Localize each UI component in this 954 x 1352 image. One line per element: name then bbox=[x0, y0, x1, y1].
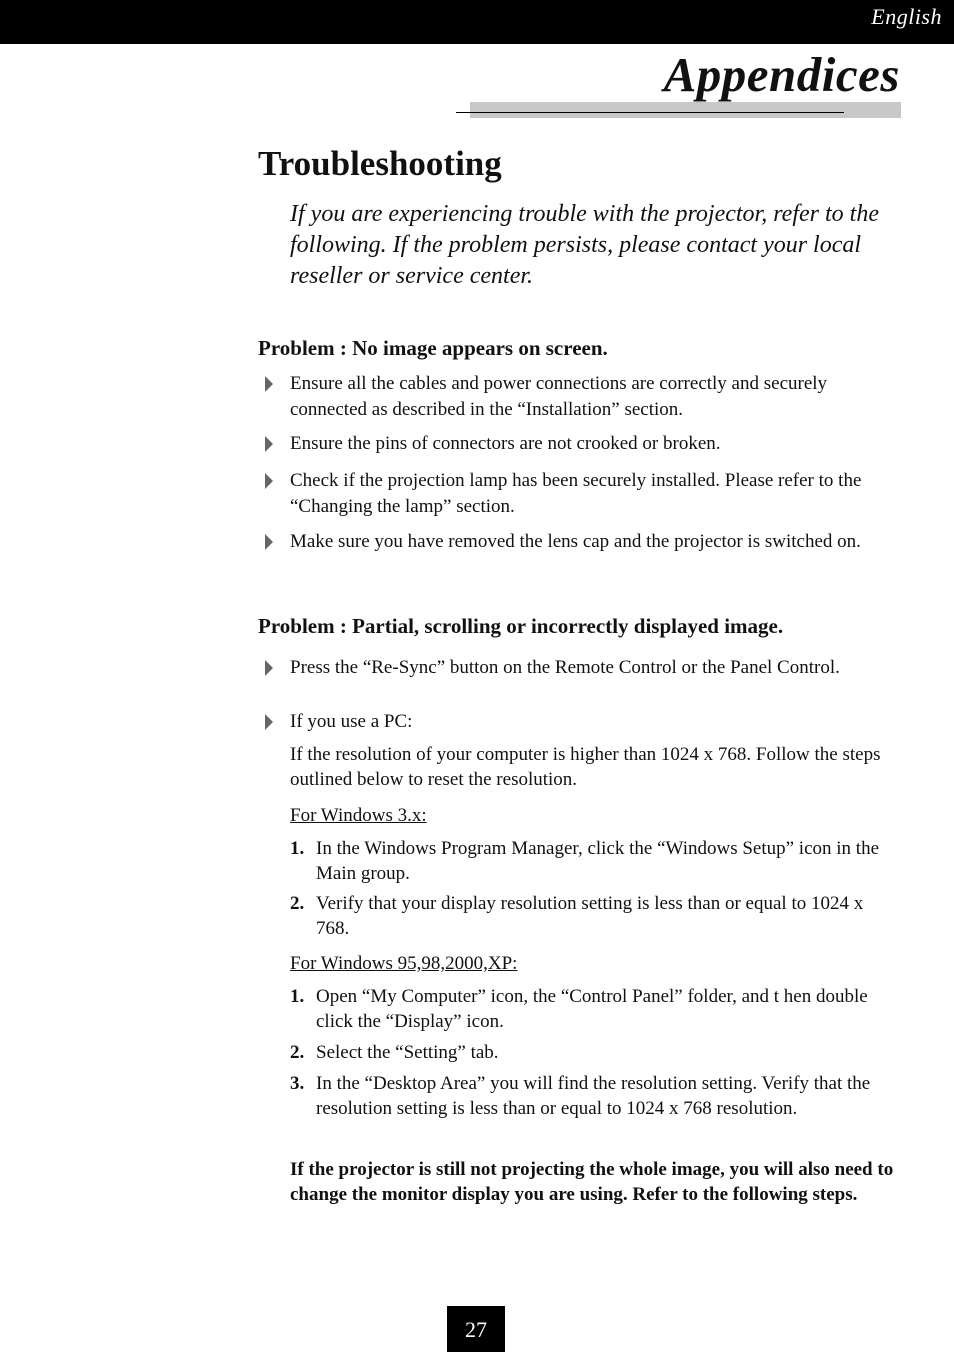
intro-text: If you are experiencing trouble with the projector, refer to the following. If the problem persists, please contact your local reseller or service center. bbox=[290, 201, 879, 289]
chapter-rule-line bbox=[456, 112, 844, 113]
step-text: Select the “Setting” tab. bbox=[316, 1042, 499, 1063]
page-number: 27 bbox=[465, 1317, 487, 1342]
step-text: In the Windows Program Manager, click the “Windows Setup” icon in the Main group. bbox=[316, 838, 880, 884]
bullet-arrow-icon bbox=[265, 660, 273, 676]
list-item bbox=[290, 371, 880, 423]
section-title: Troubleshooting bbox=[258, 144, 502, 183]
windows-95-heading: For Windows 95,98,2000,XP: bbox=[290, 953, 518, 974]
list-item-text: Make sure you have removed the lens cap and the projector is switched on. bbox=[290, 531, 861, 552]
problem-1-heading: Problem : No image appears on screen. bbox=[258, 336, 608, 360]
step-text: Open “My Computer” icon, the “Control Panel” folder, and t hen double click the “Display” icon. bbox=[316, 986, 868, 1032]
chapter-title: Appendices bbox=[663, 47, 900, 102]
header-bar bbox=[0, 0, 954, 44]
list-item-text: Check if the projection lamp has been securely installed. Please refer to the “Changing the lamp” section. bbox=[290, 470, 862, 517]
list-item-text: Press the “Re-Sync” button on the Remote Control or the Panel Control. bbox=[290, 657, 840, 678]
bullet-arrow-icon bbox=[265, 376, 273, 392]
chapter-rule-gray bbox=[470, 102, 901, 118]
list-item-text: Ensure the pins of connectors are not crooked or broken. bbox=[290, 433, 721, 454]
step-item bbox=[290, 1040, 890, 1065]
step-text: In the “Desktop Area” you will find the resolution setting. Verify that the resolution setting is less than or equal to 1024 x 768 resolution. bbox=[316, 1073, 871, 1119]
windows-3x-heading: For Windows 3.x: bbox=[290, 805, 427, 826]
step-item bbox=[290, 984, 890, 1034]
step-number: 2. bbox=[290, 893, 305, 914]
bullet-arrow-icon bbox=[265, 534, 273, 550]
list-item bbox=[290, 468, 880, 520]
step-number: 1. bbox=[290, 838, 305, 859]
pc-resolution-text: If the resolution of your computer is higher than 1024 x 768. Follow the steps outlined below to reset the resolution. bbox=[290, 744, 881, 790]
step-number: 1. bbox=[290, 986, 305, 1007]
language-label: English bbox=[871, 4, 942, 29]
list-item bbox=[290, 655, 880, 681]
problem-2-heading: Problem : Partial, scrolling or incorrectly displayed image. bbox=[258, 614, 784, 638]
step-number: 3. bbox=[290, 1073, 305, 1094]
step-number: 2. bbox=[290, 1042, 305, 1063]
list-item bbox=[290, 709, 880, 735]
step-item bbox=[290, 836, 890, 886]
list-item bbox=[290, 529, 880, 555]
step-item bbox=[290, 891, 890, 941]
list-item-text: Ensure all the cables and power connections are correctly and securely connected as described in the “Installation” section. bbox=[290, 373, 828, 420]
step-item bbox=[290, 1071, 890, 1121]
list-item-text: If you use a PC: bbox=[290, 711, 413, 732]
list-item bbox=[290, 431, 880, 457]
bullet-arrow-icon bbox=[265, 714, 273, 730]
page-number-box bbox=[447, 1306, 505, 1352]
bullet-arrow-icon bbox=[265, 473, 273, 489]
step-text: Verify that your display resolution setting is less than or equal to 1024 x 768. bbox=[316, 893, 864, 939]
monitor-note: If the projector is still not projecting the whole image, you will also need to change the monitor display you are using. Refer to the following steps. bbox=[290, 1159, 894, 1205]
bullet-arrow-icon bbox=[265, 436, 273, 452]
